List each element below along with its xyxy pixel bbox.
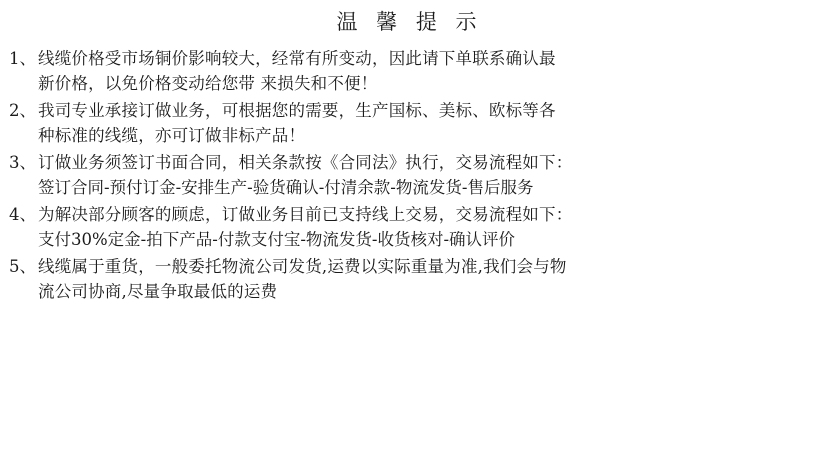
list-item-number: 3、: [9, 153, 36, 172]
list-item-number: 4、: [9, 205, 36, 224]
list-item-line: 流公司协商,尽量争取最低的运费: [38, 282, 278, 301]
list-item-line: 线缆价格受市场铜价影响较大，经常有所变动，因此请下单联系确认最: [38, 49, 556, 68]
page-title: 温 馨 提 示: [336, 10, 483, 34]
list-item: [6, 150, 797, 200]
list-item-line: 订做业务须签订书面合同，相关条款按《合同法》执行，交易流程如下：: [38, 153, 573, 172]
list-item-line: 新价格，以免价格变动给您带 来损失和不便！: [38, 74, 378, 93]
list-item-line: 种标准的线缆，亦可订做非标产品！: [38, 126, 306, 145]
list-item: [6, 254, 797, 304]
list-item-number: 2、: [9, 101, 36, 120]
list-item: [6, 202, 797, 252]
list-item-line: 线缆属于重货，一般委托物流公司发货,运费以实际重量为准,我们会与物: [38, 257, 567, 276]
list-item-number: 1、: [9, 49, 36, 68]
list-item-line: 为解决部分顾客的顾虑，订做业务目前已支持线上交易，交易流程如下：: [38, 205, 573, 224]
list-item-body: [38, 98, 797, 148]
list-item-body: [38, 46, 797, 96]
document-page: [0, 6, 819, 466]
list-item-body: [38, 202, 797, 252]
list-item-number: 5、: [9, 257, 36, 276]
list-item-body: [38, 254, 797, 304]
list-item-line: 签订合同-预付订金-安排生产-验货确认-付清余款-物流发货-售后服务: [38, 178, 534, 197]
list-item-body: [38, 150, 797, 200]
list-item-line: 支付30%定金-拍下产品-付款支付宝-物流发货-收货核对-确认评价: [38, 230, 516, 249]
list-item: [6, 46, 797, 96]
list-item: [6, 98, 797, 148]
notice-list: [0, 46, 819, 304]
list-item-line: 我司专业承接订做业务，可根据您的需要，生产国标、美标、欧标等各: [38, 101, 556, 120]
